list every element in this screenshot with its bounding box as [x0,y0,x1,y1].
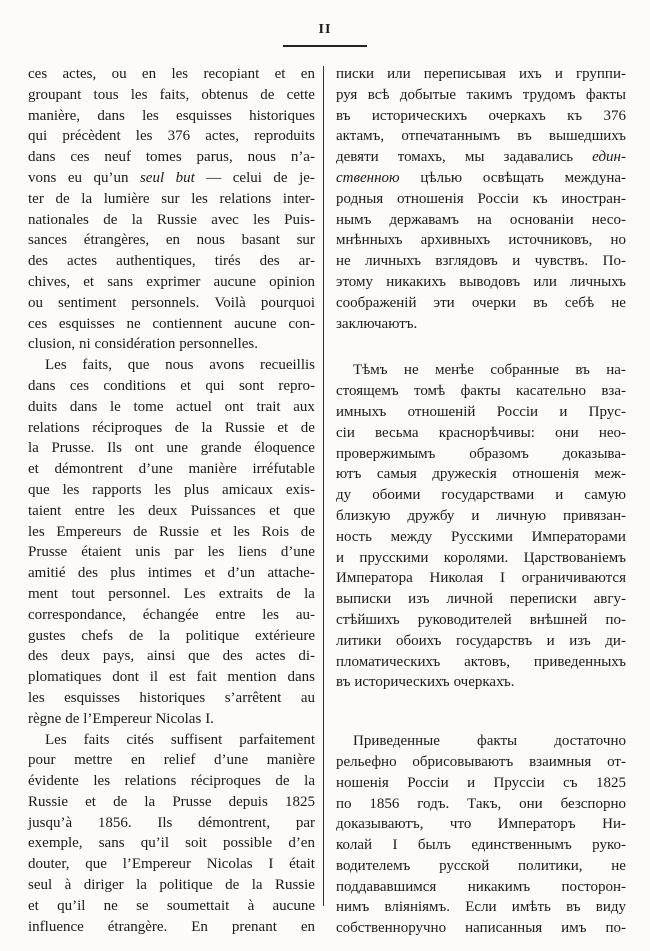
text-line: соображеній эти очерки въ себѣ не [336,294,626,311]
text-line: les esquisses historiques s’arrêtent au [28,689,315,706]
text-line: водителемъ русской политики, не [336,857,626,874]
text-line: amitié des plus intimes et d’un attache- [28,565,315,582]
text-line: въ историческихъ очеркахъ. [336,674,515,691]
left-column-french-text [28,64,315,937]
text-line: сіи весьма краснорѣчивы: они нео- [336,424,626,441]
paragraph [336,64,626,334]
text-line: ношенія Россіи и Пруссіи съ 1825 [336,774,626,791]
text-line: chives, et sans exprimer aucune opinion [28,273,315,290]
text-line: девяти томахъ, мы задавались един- [336,149,626,166]
text-line: нымъ державамъ на основаніи несо- [336,211,626,228]
text-line: ment tout personnel. Les extraits de la [28,585,315,602]
text-line: Les faits, que nous avons recueillis [45,357,315,374]
text-line: influence étrangère. En prenant en [28,918,315,935]
text-line: ces actes, ou en les recopiant et en [28,66,315,82]
text-line: relations réciproques de la Russie et de [28,419,315,436]
text-line: выписки изъ личной переписки авгу- [336,591,626,608]
paragraph [28,730,315,938]
text-line: les Empereurs de Russie et les Rois de [28,523,315,540]
text-line: пломатическихъ актовъ, приведенныхъ [336,653,626,670]
header-rule [283,45,367,47]
text-line: рельефно обрисовываютъ взаимныя от- [336,753,626,770]
text-line: стоящемъ томѣ факты касательно вза- [336,383,626,400]
text-line: exemple, sans qu’il soit possible d’en [28,835,315,852]
text-line: groupant tous les faits, obtenus de cette [28,86,315,103]
paragraph [336,731,626,939]
text-line: correspondance, échangée entre les au- [28,606,315,623]
text-line: manière, dans les esquisses historiques [28,107,315,124]
text-line: gustes chefs de la politique extérieure [28,627,315,644]
text-line: et qu’il ne se soumettait à aucune [28,897,315,914]
text-line: руя всѣ добытые такимъ трудомъ факты [336,86,626,103]
text-line: plomatiques dont il est fait mention dans [28,669,315,686]
text-line: des deux pays, ainsi que des actes di- [28,648,315,665]
text-line: писки или переписывая ихъ и группи- [336,66,626,82]
text-line: литики обоихъ государствъ и изъ ди- [336,632,626,649]
text-line: des actes authentiques, tirés des ar- [28,253,315,270]
text-line: Тѣмъ не менѣе собранные въ на- [353,362,626,379]
paragraph [28,64,315,355]
text-line: Императора Николая I ограничиваются [336,570,626,587]
right-column-russian-text [336,64,626,939]
text-line: стѣйшихъ руководителей внѣшней по- [336,611,626,628]
text-line: jusqu’à 1856. Ils démontrent, par [28,814,315,831]
text-line: Russie et de la Prusse depuis 1825 [28,793,315,810]
text-line: этому никакихъ выводовъ или личныхъ [336,273,626,290]
text-line: seul à diriger la politique de la Russie [28,877,315,894]
text-line: vons eu qu’un seul but — celui de je- [28,169,315,186]
text-line: Prusse étaient unis par les liens d’une [28,544,315,561]
text-line: ter de la lumière sur les relations inter- [28,190,315,207]
text-line: нимъ вліяніямъ. Если имѣть въ виду [336,899,626,916]
text-line: dans ces conditions et qui sont repro- [28,377,315,394]
text-line: règne de l’Empereur Nicolas I. [28,710,214,727]
text-line: актамъ, отпечатаннымъ въ вышедшихъ [336,128,626,145]
text-line: колай I былъ единственнымъ руко- [336,837,626,854]
text-line: clusion, ni considération personnelles. [28,336,258,353]
text-line: не личныхъ взглядовъ и чувствъ. По- [336,253,626,270]
text-line: nationales de la Russie avec les Puis- [28,211,315,228]
text-line: собственноручно написанныя имъ по- [336,920,626,937]
paragraph [28,355,315,729]
text-line: ces esquisses ne contiennent aucune con- [28,315,315,332]
text-line: douter, que l’Empereur Nicolas I était [28,856,315,873]
text-line: родныя отношенія Россіи къ иностран- [336,190,626,207]
text-line: ность между Русскими Императорами [336,528,626,545]
text-line: ютъ самыя дружескія отношенія меж- [336,466,626,483]
text-line: по 1856 годъ. Такъ, они безспорно [336,795,626,812]
text-line: мнѣнныхъ архивныхъ источниковъ, но [336,232,626,249]
text-line: Приведенные факты достаточно [353,733,626,750]
text-line: que les rapports les plus amicaux exis- [28,481,315,498]
text-line: pour mettre en relief d’une manière [28,752,315,769]
text-line: duits dans le tome actuel ont trait aux [28,398,315,415]
text-line: Les faits cités suffisent parfaitement [45,731,315,748]
text-line: близкую дружбу и личную привязан- [336,507,626,524]
text-line: ou sentiment personnels. Voilà pourquoi [28,294,315,311]
text-line: въ историческихъ очеркахъ къ 376 [336,107,626,124]
text-line: la Prusse. Ils ont une grande éloquence [28,440,315,457]
text-line: имныхъ отношеній Россіи и Прус- [336,403,626,420]
paragraph [336,360,626,693]
text-line: taient entre les deux Puissances et que [28,502,315,519]
text-line: ственною цѣлью освѣщать междуна- [336,169,626,186]
page-header [0,20,650,38]
text-line: провержимымъ образомъ доказыва- [336,445,626,462]
text-line: dans ces neuf tomes parus, nous n’a- [28,149,315,166]
text-line: и прусскими королями. Царствованіемъ [336,549,626,566]
text-line: заключаютъ. [336,315,418,332]
text-line: qui précèdent les 376 actes, reproduits [28,128,315,145]
page-number: II [318,22,332,37]
text-line: ду обоими государствами и самую [336,487,626,504]
column-divider-rule [323,66,324,906]
text-line: поддававшимся никакимъ посторон- [336,878,626,895]
text-line: et démontrent d’une manière irréfutable [28,461,315,478]
text-line: sances étrangères, en nous basant sur [28,232,315,249]
text-line: доказываютъ, что Императоръ Ни- [336,816,626,833]
text-line: évidente les relations réciproques de la [28,773,315,790]
